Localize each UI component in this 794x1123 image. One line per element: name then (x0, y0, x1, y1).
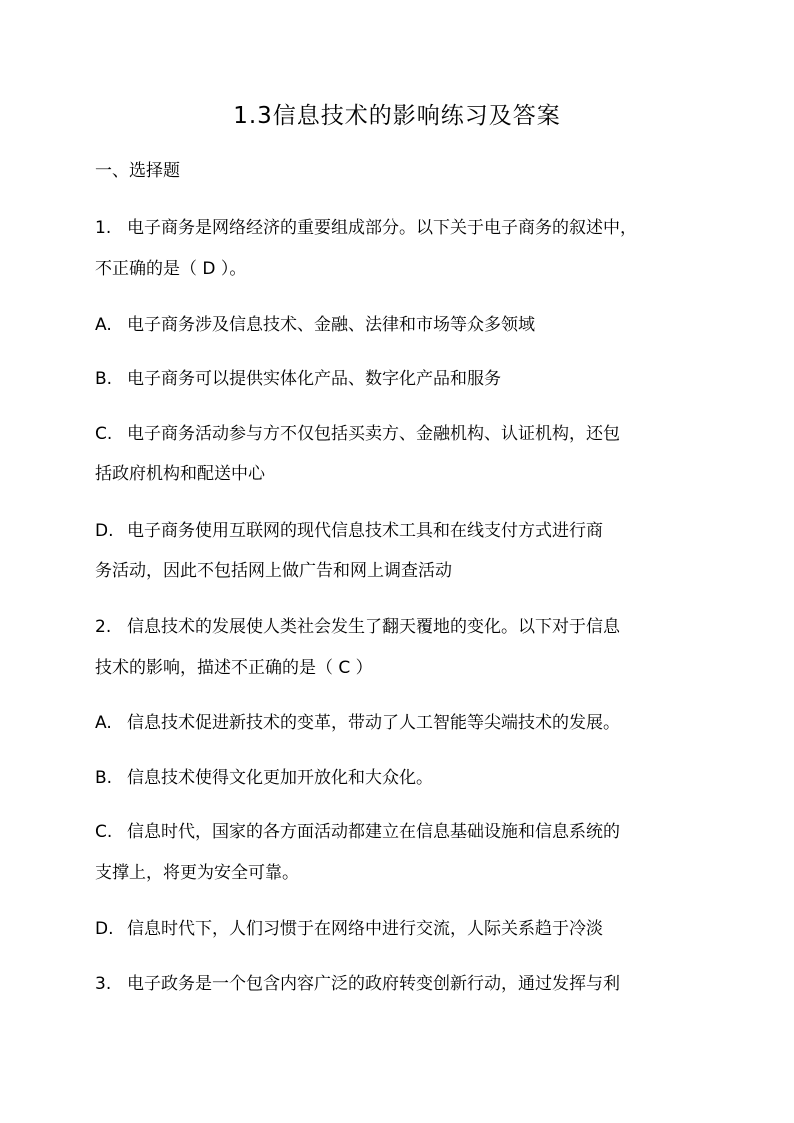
question-2-stem-line-1: 2. 信息技术的发展使人类社会发生了翻天覆地的变化。以下对于信息 (95, 614, 620, 640)
option-text: 信息时代，国家的各方面活动都建立在信息基础设施和信息系统的 (127, 822, 620, 842)
option-label: B. (95, 768, 113, 788)
option-text: 电子商务涉及信息技术、金融、法律和市场等众多领域 (127, 315, 535, 335)
question-1-number: 1. (95, 218, 112, 238)
option-label: C. (95, 822, 113, 842)
question-2-option-c-line-2: 支撑上，将更为安全可靠。 (95, 863, 299, 883)
option-label: D. (95, 919, 114, 939)
option-label: C. (95, 424, 113, 444)
question-2-number: 2. (95, 617, 112, 637)
question-2-option-a (95, 710, 620, 736)
question-3-stem-line-1: 3. 电子政务是一个包含内容广泛的政府转变创新行动，通过发挥与利 (95, 971, 620, 997)
question-2-option-b (95, 765, 433, 791)
option-text: 电子商务可以提供实体化产品、数字化产品和服务 (127, 369, 501, 389)
question-1-stem-line-1: 1. 电子商务是网络经济的重要组成部分。以下关于电子商务的叙述中， (95, 215, 637, 241)
question-1-option-c-line-2: 括政府机构和配送中心 (95, 464, 265, 484)
option-text: 电子商务活动参与方不仅包括买卖方、金融机构、认证机构，还包 (127, 424, 620, 444)
question-2-option-c (95, 819, 620, 845)
question-1-option-c (95, 421, 620, 447)
question-3-number: 3. (95, 974, 112, 994)
option-label: B. (95, 369, 113, 389)
question-1-stem-line-2: 不正确的是（ D ）。 (95, 259, 247, 279)
option-label: A. (95, 315, 112, 335)
question-1-option-d (95, 518, 603, 544)
page-title: 1.3信息技术的影响练习及答案 (233, 103, 561, 129)
question-1-option-a (95, 312, 535, 338)
option-text: 信息技术使得文化更加开放化和大众化。 (127, 768, 433, 788)
section-heading: 一、选择题 (95, 161, 180, 181)
option-text: 信息时代下，人们习惯于在网络中进行交流，人际关系趋于冷淡 (127, 919, 603, 939)
option-text: 电子商务使用互联网的现代信息技术工具和在线支付方式进行商 (127, 521, 603, 541)
question-2-option-d (95, 916, 603, 942)
question-1-option-d-line-2: 务活动，因此不包括网上做广告和网上调查活动 (95, 561, 452, 581)
option-text: 信息技术促进新技术的变革，带动了人工智能等尖端技术的发展。 (127, 713, 620, 733)
option-label: A. (95, 713, 112, 733)
option-label: D. (95, 521, 114, 541)
question-1-option-b (95, 366, 501, 392)
question-2-stem-line-2: 技术的影响，描述不正确的是（ C ） (95, 658, 373, 678)
